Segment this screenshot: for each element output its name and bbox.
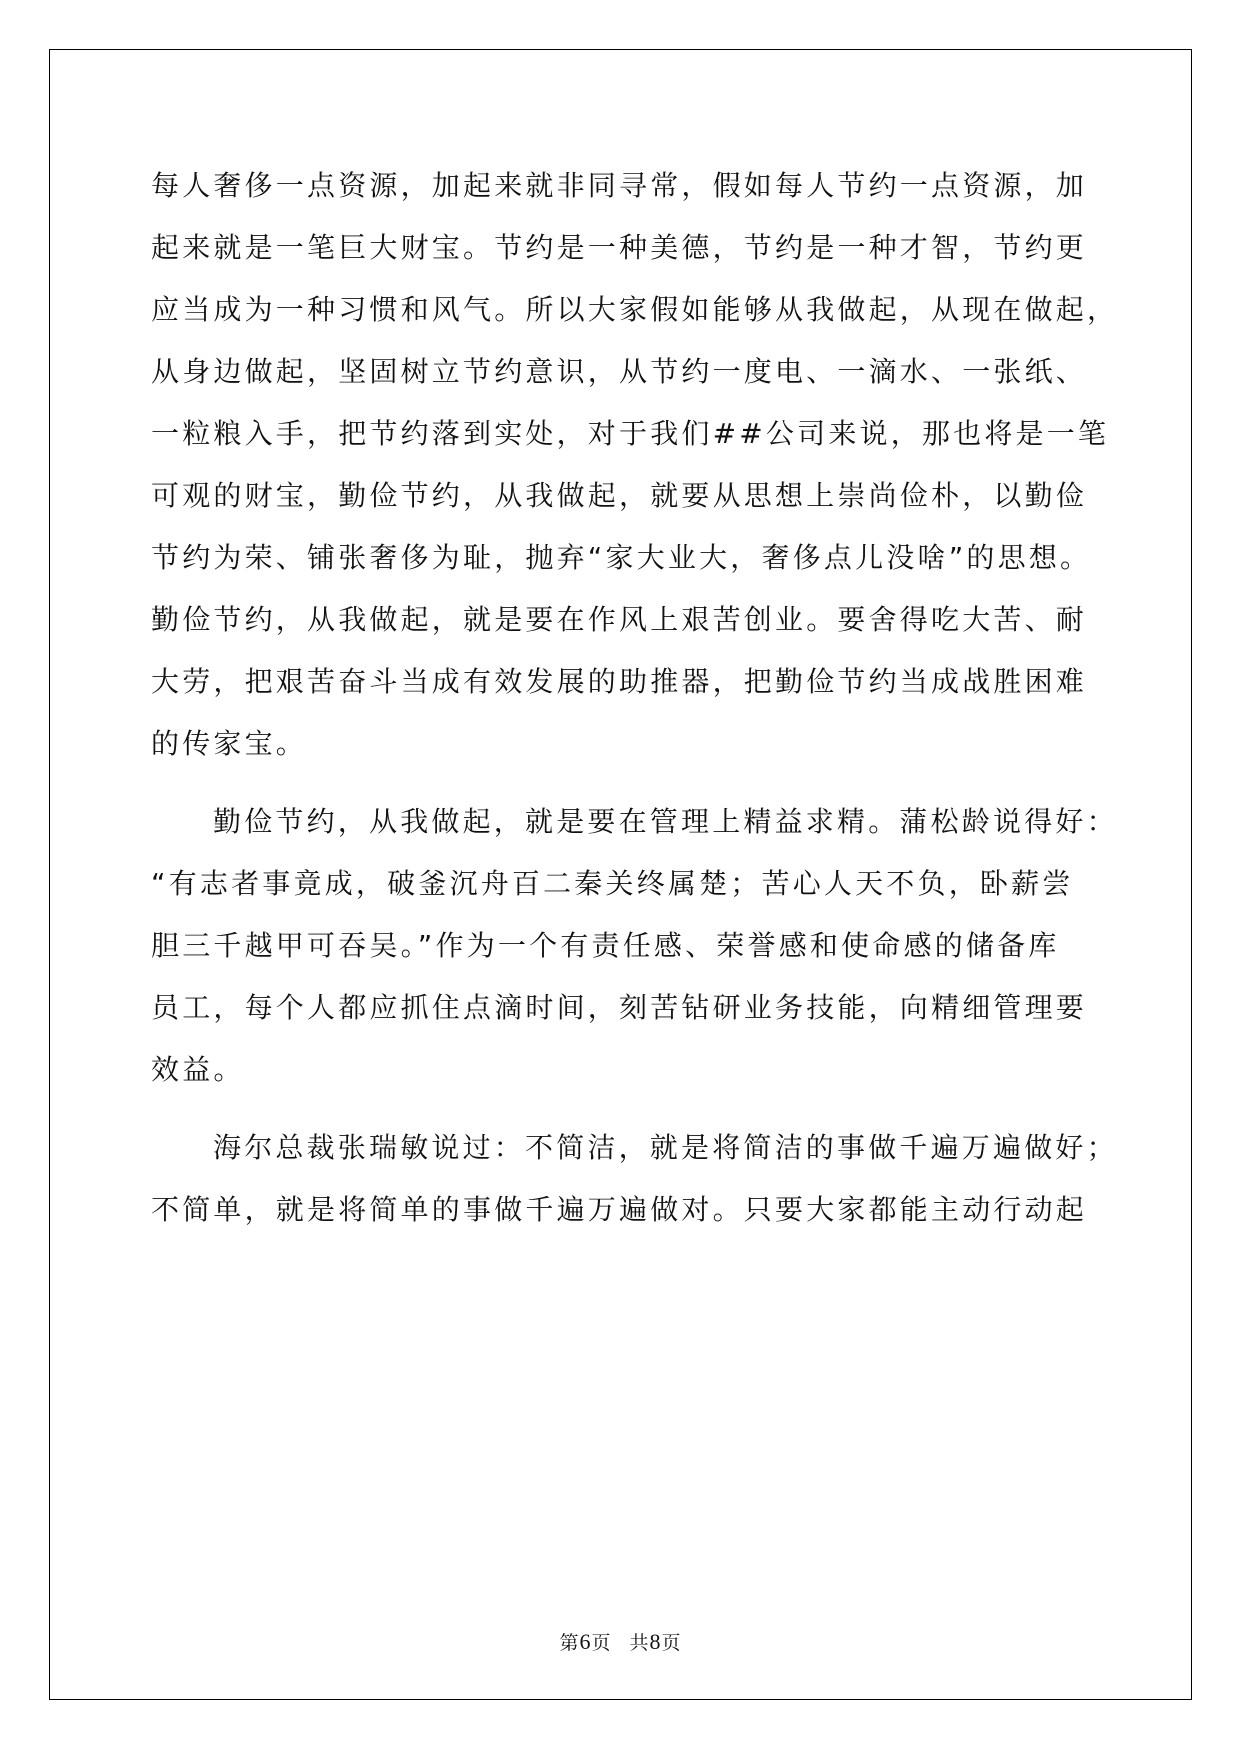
- text-line: 的传家宝。: [151, 727, 308, 760]
- page-number: 6: [579, 1629, 592, 1654]
- document-body: [151, 155, 1119, 1257]
- paragraph-3: [151, 1117, 1118, 1241]
- total-suffix: 页: [661, 1632, 682, 1654]
- text-line: 员工，每个人都应抓住点滴时间，刻苦钻研业务技能，向精细管理要: [151, 991, 1088, 1024]
- text-line: 海尔总裁张瑞敏说过：不简洁，就是将简洁的事做千遍万遍做好；: [213, 1131, 1118, 1164]
- text-line: “有志者事竟成，破釜沉舟百二秦关终属楚；苦心人天不负，卧薪尝: [151, 867, 1074, 900]
- text-line: 不简单，就是将简单的事做千遍万遍做对。只要大家都能主动行动起: [151, 1193, 1088, 1226]
- text-line: 勤俭节约，从我做起，就是要在管理上精益求精。蒲松龄说得好：: [213, 805, 1118, 838]
- text-line: 大劳，把艰苦奋斗当成有效发展的助推器，把勤俭节约当成战胜困难: [151, 665, 1088, 698]
- page-footer: [0, 1628, 1241, 1655]
- total-pages: 8: [649, 1629, 662, 1654]
- text-line: 节约为荣、铺张奢侈为耻，抛弃“家大业大，奢侈点儿没啥”的思想。: [151, 541, 1092, 574]
- text-line: 一粒粮入手，把节约落到实处，对于我们##公司来说，那也将是一笔: [151, 417, 1110, 450]
- paragraph-1: [151, 155, 1119, 775]
- text-line: 起来就是一笔巨大财宝。节约是一种美德，节约是一种才智，节约更: [151, 231, 1088, 264]
- paragraph-2: [151, 791, 1118, 1101]
- text-line: 效益。: [151, 1053, 245, 1086]
- text-line: 可观的财宝，勤俭节约，从我做起，就要从思想上崇尚俭朴，以勤俭: [151, 479, 1088, 512]
- text-line: 胆三千越甲可吞吴。”作为一个有责任感、荣誉感和使命感的储备库: [151, 929, 1060, 962]
- text-line: 应当成为一种习惯和风气。所以大家假如能够从我做起，从现在做起，: [151, 293, 1119, 326]
- text-line: 每人奢侈一点资源，加起来就非同寻常，假如每人节约一点资源，加: [151, 169, 1088, 202]
- page-suffix: 页: [591, 1632, 612, 1654]
- text-line: 从身边做起，坚固树立节约意识，从节约一度电、一滴水、一张纸、: [151, 355, 1088, 388]
- page-prefix: 第: [559, 1632, 580, 1654]
- text-line: 勤俭节约，从我做起，就是要在作风上艰苦创业。要舍得吃大苦、耐: [151, 603, 1088, 636]
- total-prefix: 共: [629, 1632, 650, 1654]
